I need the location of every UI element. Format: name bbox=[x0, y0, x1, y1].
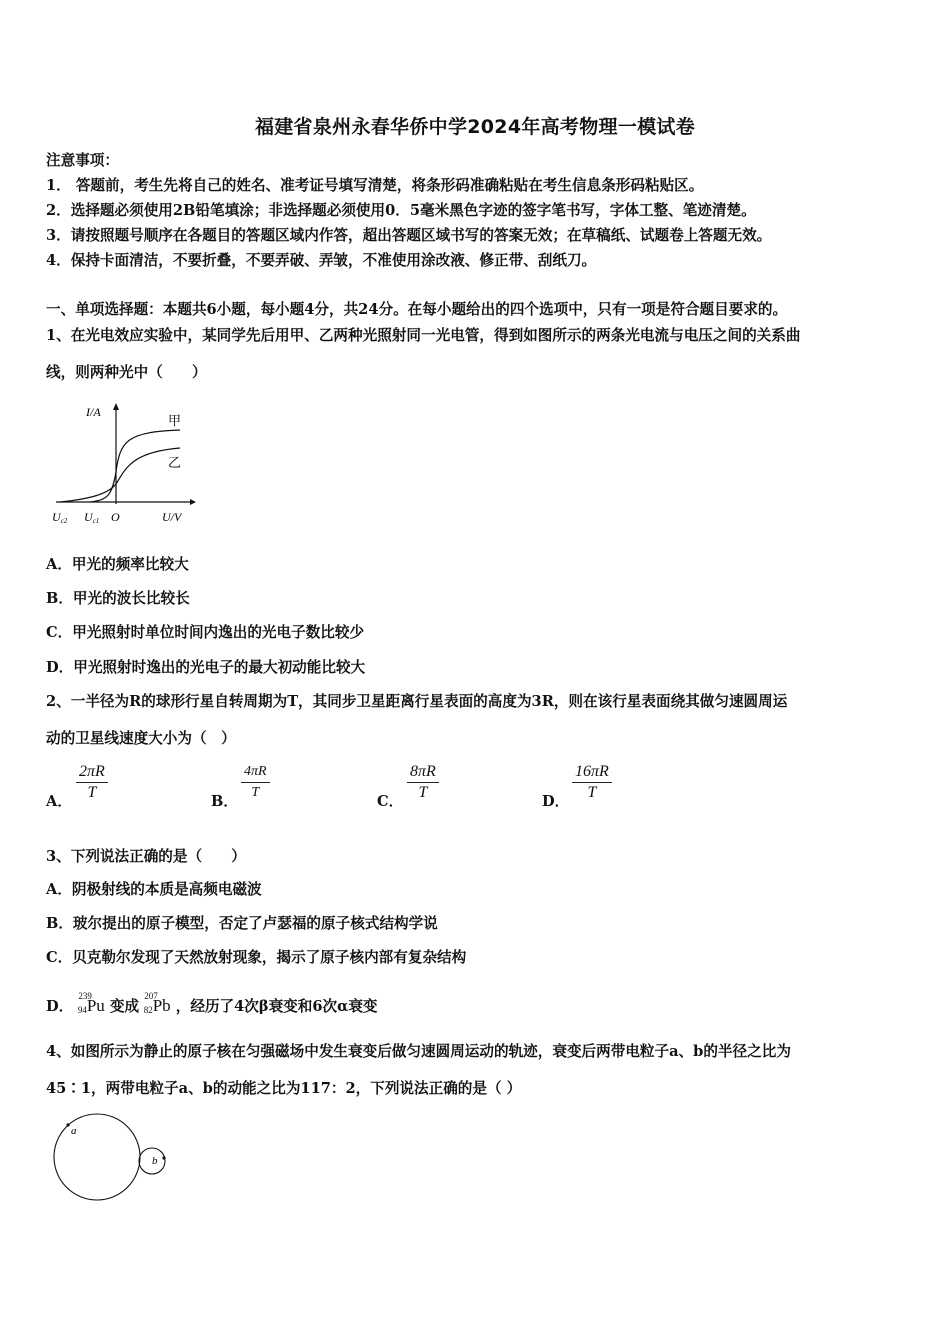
fraction-numerator: 2πR bbox=[76, 762, 108, 783]
q2-option-fraction bbox=[76, 762, 108, 803]
q3-stem: 3、下列说法正确的是（ ） bbox=[46, 848, 246, 865]
q2-option-fraction bbox=[572, 762, 612, 803]
q1-stem: 1、在光电效应实验中，某同学先后用甲、乙两种光照射同一光电管，得到如图所示的两条光电流与电压之间的关系曲 bbox=[46, 327, 801, 344]
exam-title: 福建省泉州永春华侨中学2024年高考物理一模试卷 bbox=[254, 116, 696, 138]
label-b: b bbox=[152, 1155, 158, 1167]
q1-option-c: C．甲光照射时单位时间内逸出的光电子数比较少 bbox=[46, 624, 365, 641]
curve-jia bbox=[90, 430, 180, 502]
curve-yi bbox=[60, 448, 180, 502]
q2-stem: 动的卫星线速度大小为（ ） bbox=[46, 730, 236, 747]
q4-stem: 45∶1，两带电粒子a、b的动能之比为117：2，下列说法正确的是（ ） bbox=[46, 1080, 522, 1097]
curve-jia-label: 甲 bbox=[168, 413, 182, 428]
fraction-denominator: T bbox=[587, 784, 597, 801]
fraction-numerator: 4πR bbox=[241, 762, 270, 783]
q3-option-b: B．玻尔提出的原子模型，否定了卢瑟福的原子核式结构学说 bbox=[46, 915, 438, 932]
section-heading: 一、单项选择题：本题共6小题，每小题4分，共24分。在每小题给出的四个选项中，只有一项是符合题目要求的。 bbox=[46, 301, 788, 318]
y-axis-label: I/A bbox=[86, 405, 101, 419]
fraction-denominator: T bbox=[87, 784, 97, 801]
q3-option-d-tail: ，经历了4次β衰变和6次α衰变 bbox=[175, 998, 378, 1015]
fraction-numerator: 8πR bbox=[407, 762, 439, 783]
q2-option-label: D． bbox=[542, 793, 570, 810]
notice-item: 2．选择题必须使用2B铅笔填涂；非选择题必须使用0．5毫米黑色字迹的签字笔书写，字体工整、笔迹清楚。 bbox=[46, 202, 756, 219]
q1-option-a: A．甲光的频率比较大 bbox=[46, 556, 189, 573]
q3-option-c: C．贝克勒尔发现了天然放射现象，揭示了原子核内部有复杂结构 bbox=[46, 949, 467, 966]
uc2-label: Uc2 bbox=[52, 510, 68, 525]
q1-option-d: D．甲光照射时逸出的光电子的最大初动能比较大 bbox=[46, 659, 366, 676]
particle-a-icon bbox=[66, 1123, 69, 1126]
notice-item: 4．保持卡面清洁，不要折叠，不要弄破、弄皱，不准使用涂改液、修正带、刮纸刀。 bbox=[46, 252, 597, 269]
notice-heading: 注意事项： bbox=[46, 152, 119, 169]
q2-option-fraction bbox=[407, 762, 439, 803]
q3-option-label: D． bbox=[46, 998, 74, 1015]
q3-option-d bbox=[46, 991, 378, 1018]
x-axis-arrow-icon bbox=[190, 499, 196, 505]
q4-stem: 4、如图所示为静止的原子核在匀强磁场中发生衰变后做匀速圆周运动的轨迹，衰变后两带电粒子a、b的半径之比为 bbox=[46, 1043, 791, 1060]
q2-option-label: A． bbox=[46, 793, 72, 810]
notice-item: 3．请按照题号顺序在各题目的答题区域内作答，超出答题区域书写的答案无效；在草稿纸、试题卷上答题无效。 bbox=[46, 227, 772, 244]
q1-stem: 线，则两种光中（ ） bbox=[46, 364, 207, 381]
trajectory-a bbox=[54, 1114, 140, 1200]
fraction-denominator: T bbox=[251, 785, 260, 800]
fraction-denominator: T bbox=[418, 784, 428, 801]
origin-label: O bbox=[111, 510, 120, 524]
x-axis-label: U/V bbox=[162, 510, 182, 524]
label-a: a bbox=[71, 1125, 77, 1137]
q3-option-d-middle: 变成 bbox=[109, 998, 140, 1015]
notice-item: 1． 答题前，考生先将自己的姓名、准考证号填写清楚，将条形码准确粘贴在考生信息条形码粘贴区。 bbox=[46, 177, 704, 194]
q2-option-fraction bbox=[241, 762, 270, 803]
curve-yi-label: 乙 bbox=[168, 455, 182, 470]
q3-option-a: A．阴极射线的本质是高频电磁波 bbox=[46, 881, 262, 898]
nuclide-pb: $^{207}$82Pb bbox=[143, 991, 171, 1015]
uc1-label: Uc1 bbox=[84, 510, 100, 525]
q1-option-b: B．甲光的波长比较长 bbox=[46, 590, 190, 607]
q1-photoelectric-graph bbox=[50, 400, 200, 530]
y-axis-arrow-icon bbox=[113, 403, 119, 410]
particle-b-icon bbox=[162, 1156, 165, 1159]
q4-trajectory-figure bbox=[48, 1112, 178, 1204]
q2-option-label: B． bbox=[211, 793, 238, 810]
fraction-numerator: 16πR bbox=[572, 762, 612, 783]
q2-option-label: C． bbox=[377, 793, 404, 810]
nuclide-pu: $^{239}$94Pu bbox=[77, 991, 105, 1015]
q2-stem: 2、一半径为R的球形行星自转周期为T，其同步卫星距离行星表面的高度为3R，则在该行星表面绕其做匀速圆周运 bbox=[46, 693, 788, 710]
